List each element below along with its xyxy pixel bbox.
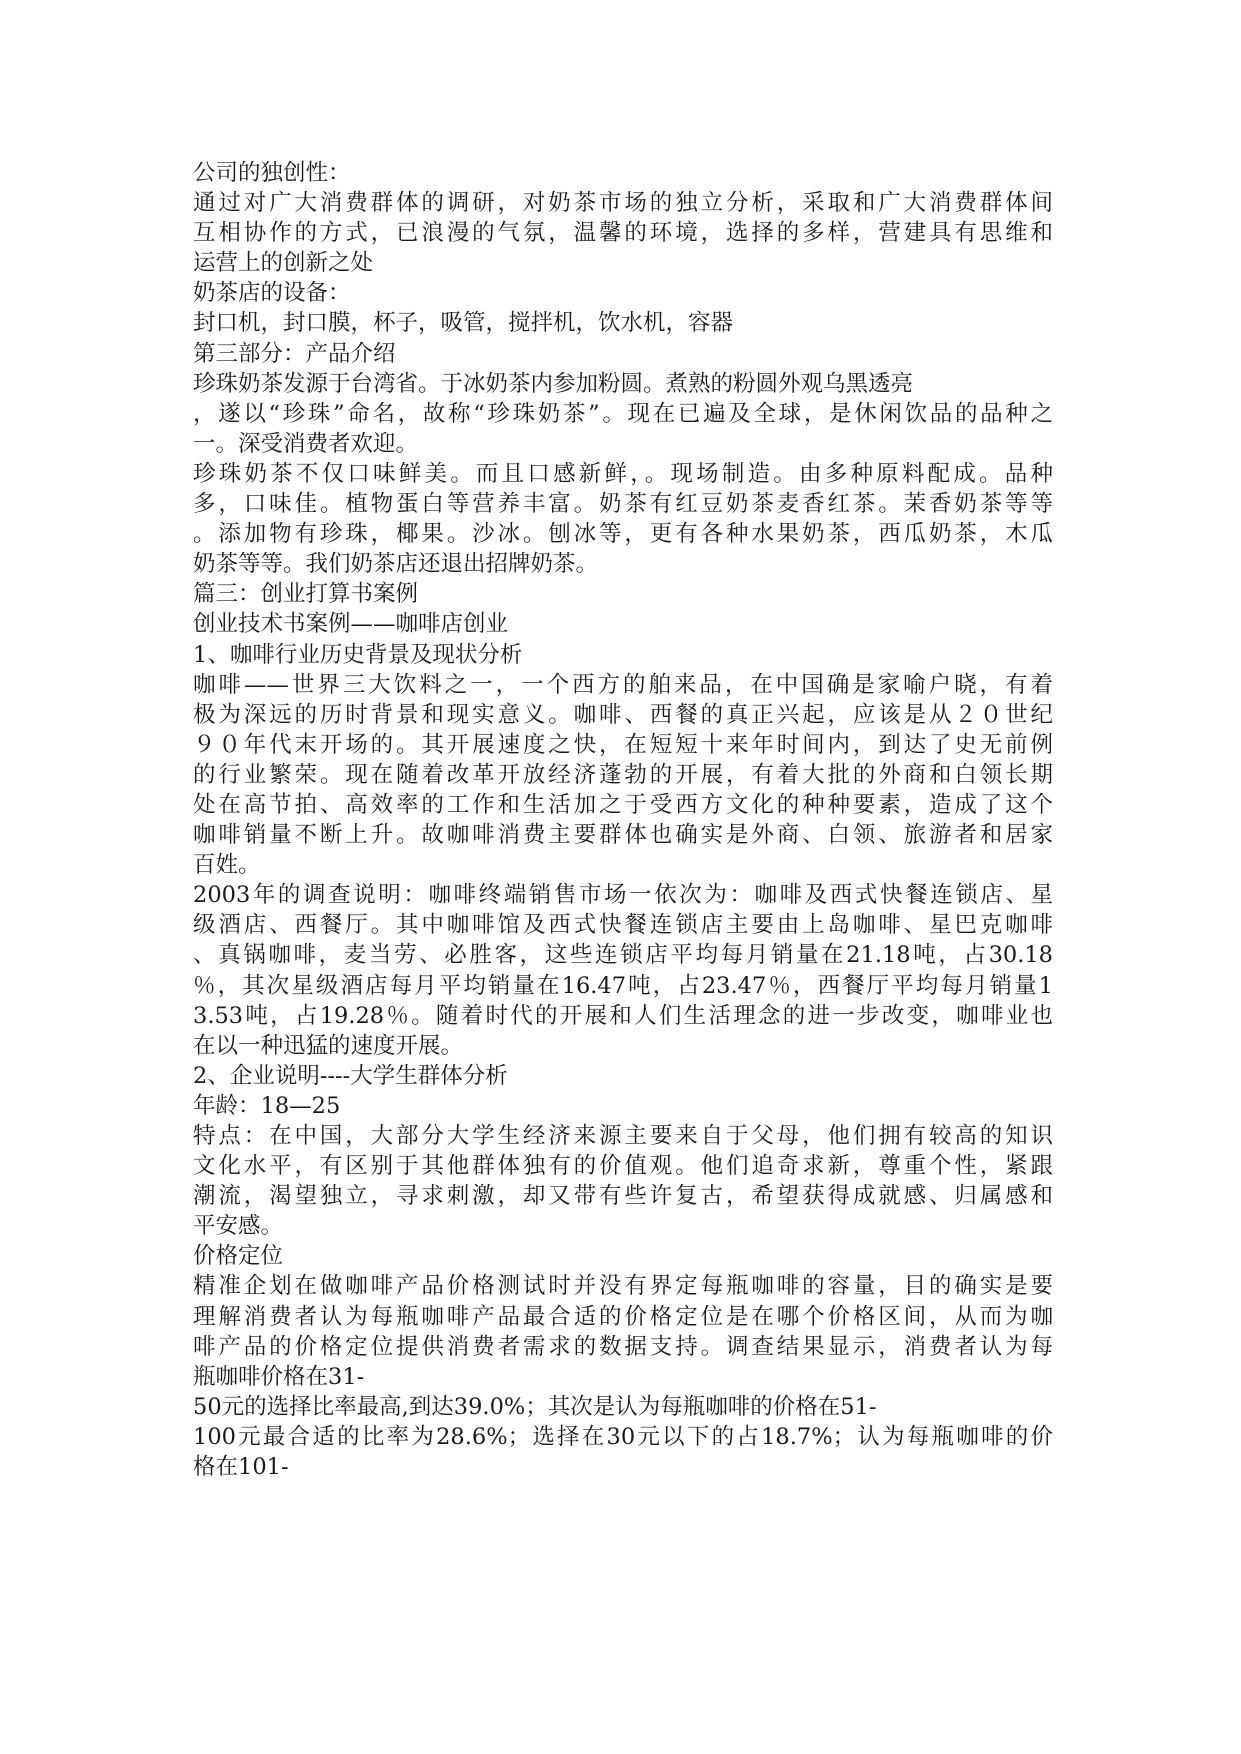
text-line: 特点：在中国，大部分大学生经济来源主要来自于父母，他们拥有较高的知识 bbox=[193, 1123, 1053, 1149]
text-line: ９０年代末开场的。其开展速度之快，在短短十来年时间内，到达了史无前例 bbox=[193, 731, 1053, 758]
text-line: 一。深受消费者欢迎。 bbox=[193, 430, 419, 457]
text-line: 理解消费者认为每瓶咖啡产品最合适的价格定位是在哪个价格区间，从而为咖 bbox=[193, 1303, 1053, 1330]
text-line: 级酒店、西餐厅。其中咖啡馆及西式快餐连锁店主要由上岛咖啡、星巴克咖啡 bbox=[193, 912, 1053, 939]
text-line: 价格定位 bbox=[193, 1243, 284, 1270]
text-line: ％，其次星级酒店每月平均销量在16.47吨，占23.47％，西餐厅平均每月销量1 bbox=[193, 972, 1053, 999]
text-line: 100元最合适的比率为28.6%；选择在30元以下的占18.7%；认为每瓶咖啡的价 bbox=[193, 1423, 1053, 1450]
text-line: 2003年的调查说明：咖啡终端销售市场一依次为：咖啡及西式快餐连锁店、星 bbox=[193, 882, 1053, 909]
text-line: 精准企划在做咖啡产品价格测试时并没有界定每瓶咖啡的容量，目的确实是要 bbox=[193, 1273, 1053, 1300]
text-line: 创业技术书案例——咖啡店创业 bbox=[193, 611, 509, 638]
text-line: 封口机，封口膜，杯子，吸管，搅拌机，饮水机，容器 bbox=[193, 310, 734, 337]
text-line: 平安感。 bbox=[193, 1213, 284, 1240]
text-line: 互相协作的方式，已浪漫的气氛，温馨的环境，选择的多样，营建具有思维和 bbox=[193, 220, 1053, 247]
document-body bbox=[193, 158, 1053, 1482]
text-line: 珍珠奶茶发源于台湾省。于冰奶茶内参加粉圆。煮熟的粉圆外观乌黑透亮 bbox=[193, 370, 914, 397]
text-line: 珍珠奶茶不仅口味鲜美。而且口感新鲜，。现场制造。由多种原料配成。品种 bbox=[193, 460, 1053, 487]
text-line: 的行业繁荣。现在随着改革开放经济蓬勃的开展，有着大批的外商和白领长期 bbox=[193, 761, 1053, 788]
text-line: 处在高节拍、高效率的工作和生活加之于受西方文化的种种要素，造成了这个 bbox=[193, 791, 1053, 818]
text-line: 格在101- bbox=[193, 1454, 289, 1481]
text-line: 运营上的创新之处 bbox=[193, 250, 374, 277]
text-line: 咖啡销量不断上升。故咖啡消费主要群体也确实是外商、白领、旅游者和居家 bbox=[193, 822, 1053, 849]
text-line: ，遂以“珍珠”命名，故称“珍珠奶茶”。现在已遍及全球，是休闲饮品的品种之 bbox=[193, 400, 1053, 427]
text-line: 极为深远的历时背景和现实意义。咖啡、西餐的真正兴起，应该是从２０世纪 bbox=[193, 701, 1053, 728]
text-line: 1、咖啡行业历史背景及现状分析 bbox=[193, 641, 523, 668]
text-line: 2、企业说明----大学生群体分析 bbox=[193, 1062, 508, 1089]
text-line: 百姓。 bbox=[193, 852, 261, 879]
text-line: 奶茶店的设备： bbox=[193, 280, 351, 307]
text-line: 奶茶等等。我们奶茶店还退出招牌奶茶。 bbox=[193, 551, 599, 578]
text-line: 篇三：创业打算书案例 bbox=[193, 581, 419, 608]
text-line: 多，口味佳。植物蛋白等营养丰富。奶茶有红豆奶茶麦香红茶。茉香奶茶等等 bbox=[193, 491, 1053, 518]
text-line: 、真锅咖啡，麦当劳、必胜客，这些连锁店平均每月销量在21.18吨，占30.18 bbox=[193, 942, 1053, 969]
text-line: 第三部分：产品介绍 bbox=[193, 340, 396, 367]
text-line: 年龄：18—25 bbox=[193, 1092, 341, 1119]
text-line: 在以一种迅猛的速度开展。 bbox=[193, 1032, 464, 1059]
text-line: 咖啡——世界三大饮料之一，一个西方的舶来品，在中国确是家喻户晓，有着 bbox=[193, 671, 1053, 698]
text-line: 通过对广大消费群体的调研，对奶茶市场的独立分析，采取和广大消费群体间 bbox=[193, 190, 1053, 217]
text-line: 公司的独创性： bbox=[193, 160, 351, 186]
text-line: 瓶咖啡价格在31- bbox=[193, 1363, 365, 1390]
text-line: 潮流，渴望独立，寻求刺激，却又带有些许复古，希望获得成就感、归属感和 bbox=[193, 1183, 1053, 1210]
text-line: 50元的选择比率最高,到达39.0%；其次是认为每瓶咖啡的价格在51- bbox=[193, 1393, 877, 1420]
text-line: 。添加物有珍珠，椰果。沙冰。刨冰等，更有各种水果奶茶，西瓜奶茶，木瓜 bbox=[193, 521, 1053, 548]
text-line: 3.53吨，占19.28％。随着时代的开展和人们生活理念的进一步改变，咖啡业也 bbox=[193, 1002, 1053, 1029]
text-line: 文化水平，有区别于其他群体独有的价值观。他们追奇求新，尊重个性，紧跟 bbox=[193, 1153, 1053, 1180]
text-line: 啡产品的价格定位提供消费者需求的数据支持。调查结果显示，消费者认为每 bbox=[193, 1333, 1053, 1360]
